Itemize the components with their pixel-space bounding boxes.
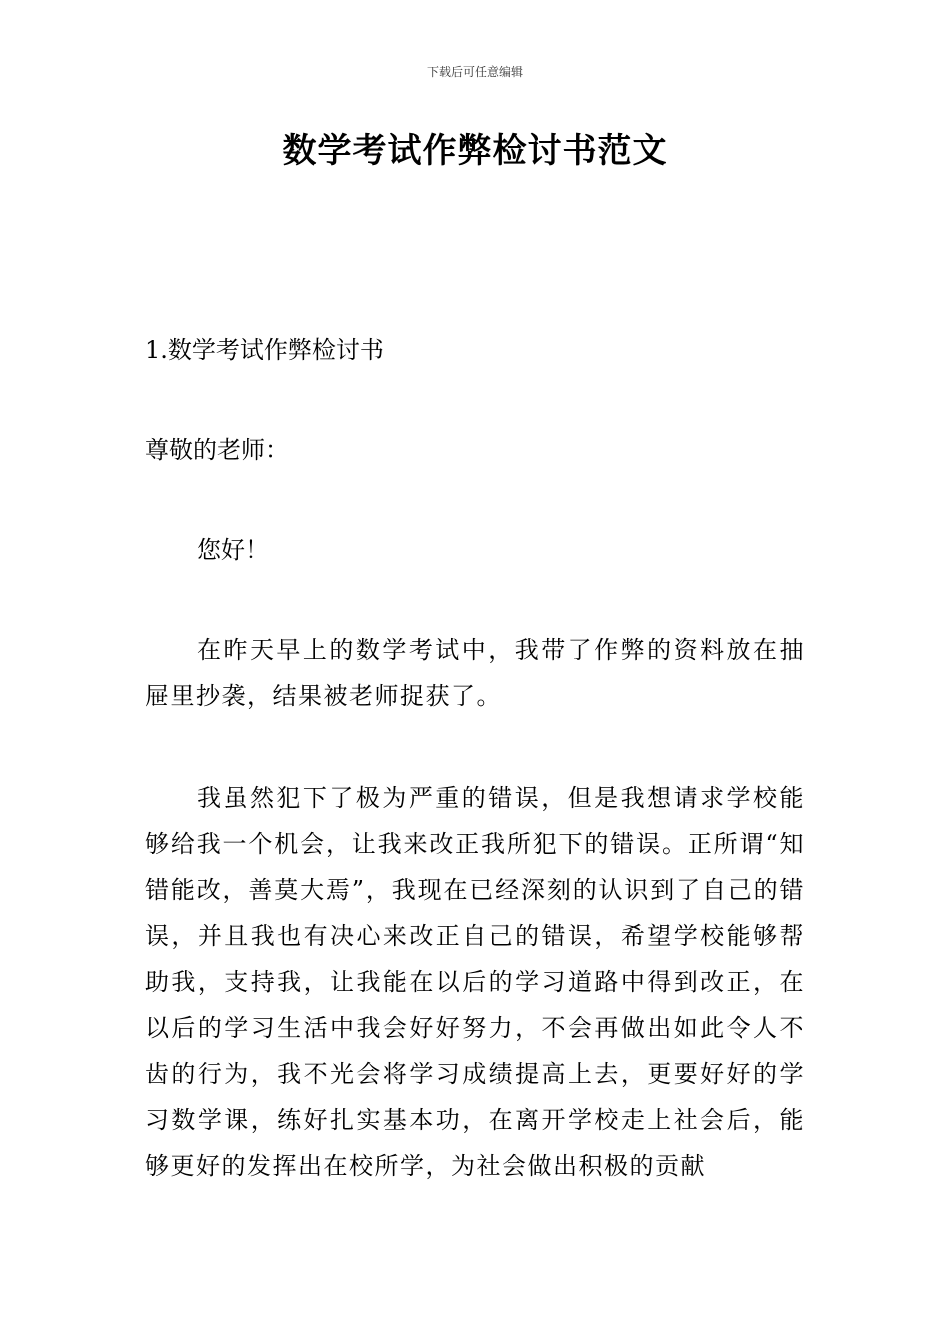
- salutation: 尊敬的老师：: [145, 436, 289, 464]
- document-title: 数学考试作弊检讨书范文: [282, 131, 668, 171]
- section-heading: 1.数学考试作弊检讨书: [145, 336, 384, 364]
- body-paragraph: 在昨天早上的数学考试中，我带了作弊的资料放在抽屉里抄袭，结果被老师捉获了。: [145, 636, 805, 710]
- body-paragraph: 我虽然犯下了极为严重的错误，但是我想请求学校能够给我一个机会，让我来改正我所犯下的错误。正所谓“知错能改，善莫大焉”，我现在已经深刻的认识到了自己的错误，并且我也有决心来改正自己的错误，希望学校能够帮助我，支持我，让我能在以后的学习道路中得到改正，在以后的学习生活中我会好好努力，不会再做出如此令人不齿的行为，我不光会将学习成绩提高上去，更要好好的学习数学课，练好扎实基本功，在离开学校走上社会后，能够更好的发挥出在校所学，为社会做出积极的贡献: [145, 784, 805, 1180]
- header-note: 下载后可任意编辑: [426, 65, 523, 79]
- greeting: 您好！: [197, 536, 269, 564]
